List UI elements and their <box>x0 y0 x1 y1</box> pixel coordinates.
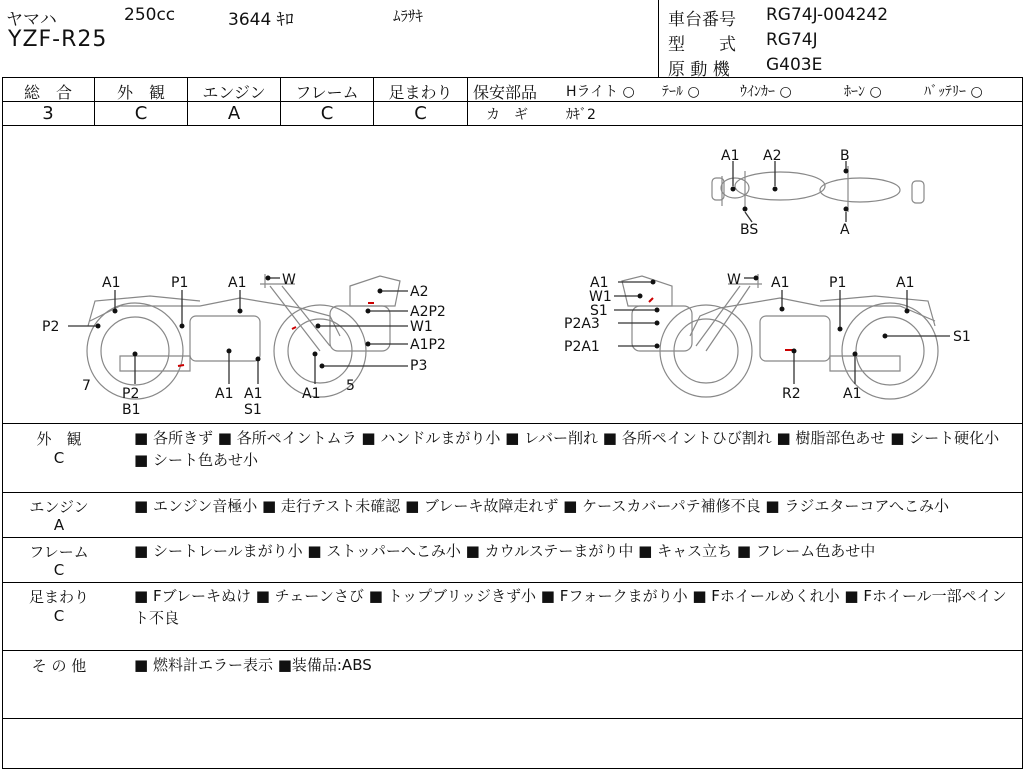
label-left-a2: A2 <box>410 284 429 300</box>
label-left-a2p2: A2P2 <box>410 304 446 320</box>
marker-left-a1-d <box>313 352 318 357</box>
label-top-a2: A2 <box>763 148 782 164</box>
marker-left-a1-b <box>238 309 243 314</box>
section-sep-4 <box>2 650 1022 651</box>
grade-value-engine: A <box>227 103 241 124</box>
label-right-a1-a: A1 <box>590 275 609 291</box>
section-suspension-label: 足まわり <box>28 588 89 606</box>
label-right-s1-a: S1 <box>590 303 608 319</box>
label-top-a1: A1 <box>721 148 740 164</box>
grade-label-total: 総 合 <box>23 83 72 102</box>
label-right-r2: R2 <box>782 386 801 402</box>
grade-label-frame: フレーム <box>295 83 359 102</box>
label-left-w1: W1 <box>410 319 433 335</box>
marker-left-w1 <box>316 324 321 329</box>
safety-headlight: Hライト ○ <box>566 84 635 100</box>
marker-right-w1 <box>638 294 643 299</box>
section-exterior-grade: C <box>53 449 65 467</box>
marker-right-a1-b <box>780 307 785 312</box>
grade-sep-5 <box>467 77 468 125</box>
safety-horn: ﾎｰﾝ ○ <box>844 84 882 100</box>
safety-battery: ﾊﾞｯﾃﾘｰ ○ <box>924 84 983 100</box>
top-view-bike <box>712 166 924 212</box>
section-suspension-text: ■ Fブレーキぬけ ■ チェーンさび ■ トップブリッジきず小 ■ Fフォークまがり小 ■ Fホイールめくれ小 ■ Fホイール一部ペイント不良 <box>134 587 1007 627</box>
type-label: 型 式 <box>668 35 736 55</box>
label-left-p1: P1 <box>171 275 189 291</box>
marker-top-a2 <box>773 187 778 192</box>
section-sep-1 <box>2 492 1022 493</box>
marker-top-bs <box>743 207 748 212</box>
marker-left-a1p2 <box>366 342 371 347</box>
grade-label-engine: エンジン <box>202 83 266 102</box>
label-left-p2: P2 <box>42 319 60 335</box>
label-left-5: 5 <box>346 378 355 394</box>
label-top-a: A <box>840 222 850 238</box>
marker-right-r2 <box>792 349 797 354</box>
damage-mark-left-1 <box>292 327 296 329</box>
label-right-a1-c: A1 <box>896 275 915 291</box>
label-right-w1: W1 <box>589 289 612 305</box>
marker-left-p2 <box>96 324 101 329</box>
marker-left-p3 <box>320 364 325 369</box>
section-sep-2 <box>2 537 1022 538</box>
marker-top-a1 <box>731 187 736 192</box>
grade-value-suspension: C <box>414 103 427 124</box>
marker-top-a <box>844 207 849 212</box>
marker-left-a1-c <box>227 349 232 354</box>
section-exterior-label: 外 観 <box>36 430 82 448</box>
frame-no: RG74J-004242 <box>766 5 889 25</box>
label-left-a1-b: A1 <box>228 275 247 291</box>
label-right-w: W <box>727 272 741 288</box>
damage-mark-left-2 <box>178 365 184 366</box>
marker-left-a2 <box>378 289 383 294</box>
section-frame-text: ■ シートレールまがり小 ■ ストッパーへこみ小 ■ カウルステーまがり中 ■ キャス立ち ■ フレーム色あせ中 <box>134 542 876 560</box>
label-left-p3: P3 <box>410 358 428 374</box>
marker-left-p2b1 <box>133 352 138 357</box>
label-right-p2a3: P2A3 <box>564 316 600 332</box>
label-right-p2a1: P2A1 <box>564 339 600 355</box>
displacement: 250cc <box>124 5 176 25</box>
marker-left-a2p2 <box>366 309 371 314</box>
label-left-a1p2: A1P2 <box>410 337 446 353</box>
grade-value-frame: C <box>320 103 334 124</box>
marker-right-s1-a <box>655 308 660 313</box>
marker-left-a1s1 <box>256 357 261 362</box>
marker-right-a1-d <box>853 352 858 357</box>
label-left-7: 7 <box>82 378 91 394</box>
section-engine-grade: A <box>53 516 65 534</box>
label-left-a1-a: A1 <box>102 275 121 291</box>
label-right-p1: P1 <box>829 275 847 291</box>
header-divider <box>658 0 659 77</box>
label-left-b1: B1 <box>122 402 141 418</box>
grade-value-total: 3 <box>42 103 54 124</box>
mileage: 3644 ｷﾛ <box>228 10 294 30</box>
section-frame-grade: C <box>53 561 65 579</box>
section-engine-label: エンジン <box>29 498 89 516</box>
label-left-w: W <box>282 272 296 288</box>
frame-no-label: 車台番号 <box>668 10 736 30</box>
safety-winker: ｳｲﾝｶｰ ○ <box>740 84 792 100</box>
key-label: カ ギ <box>486 107 528 123</box>
diagram-bottom <box>2 423 1022 424</box>
marker-right-a1-a <box>651 280 656 285</box>
grade-value-exterior: C <box>134 103 148 124</box>
safety-label: 保安部品 <box>473 83 538 102</box>
section-sep-5 <box>2 718 1022 719</box>
label-top-b: B <box>840 148 850 164</box>
marker-right-p2a3 <box>655 321 660 326</box>
safety-row-mid <box>468 101 1022 102</box>
label-left-a1-c: A1 <box>215 386 234 402</box>
section-suspension-grade: C <box>53 607 65 625</box>
grade-label-suspension: 足まわり <box>388 83 453 102</box>
marker-right-s1-b <box>883 334 888 339</box>
marker-left-a1-a <box>113 309 118 314</box>
label-left-a1-s: A1 <box>244 386 263 402</box>
section-other-text: ■ 燃料計エラー表示 ■装備品:ABS <box>134 656 372 674</box>
label-right-s1-b: S1 <box>953 329 971 345</box>
label-right-a1-b: A1 <box>771 275 790 291</box>
engine-label: 原 動 機 <box>668 60 730 80</box>
key-value: ｶｷﾞ2 <box>566 107 596 123</box>
label-left-p2-b: P2 <box>122 386 140 402</box>
type-value: RG74J <box>766 30 818 50</box>
label-left-a1-d: A1 <box>302 386 321 402</box>
marker-right-p1 <box>838 327 843 332</box>
section-engine-text: ■ エンジン音極小 ■ 走行テスト未確認 ■ ブレーキ故障走れず ■ ケースカバーパテ補修不良 ■ ラジエターコアへこみ小 <box>134 497 950 515</box>
color: ﾑﾗｻｷ <box>393 7 424 25</box>
marker-left-w <box>266 276 271 281</box>
damage-mark-right-1 <box>649 298 653 302</box>
label-left-s1: S1 <box>244 402 262 418</box>
label-top-bs: BS <box>740 222 759 238</box>
damage-diagram <box>0 126 1024 423</box>
maker: ヤマハ <box>6 10 57 30</box>
marker-right-p2a1 <box>655 344 660 349</box>
section-frame-label: フレーム <box>29 543 89 561</box>
safety-tail: ﾃｰﾙ ○ <box>662 84 700 100</box>
section-sep-3 <box>2 582 1022 583</box>
marker-top-b <box>844 169 849 174</box>
section-exterior-text: ■ 各所きず ■ 各所ペイントムラ ■ ハンドルまがり小 ■ レバー削れ ■ 各所ペイントひび割れ ■ 樹脂部色あせ ■ シート硬化小 ■ シート色あせ小 <box>134 429 1000 469</box>
marker-right-w <box>754 276 759 281</box>
grade-label-exterior: 外 観 <box>116 83 165 102</box>
section-other-label: そ の 他 <box>31 657 87 675</box>
model-name: YZF-R25 <box>8 27 108 52</box>
marker-right-a1-c <box>905 309 910 314</box>
engine-value: G403E <box>766 55 823 75</box>
marker-left-p1 <box>180 324 185 329</box>
label-right-a1-d: A1 <box>843 386 862 402</box>
